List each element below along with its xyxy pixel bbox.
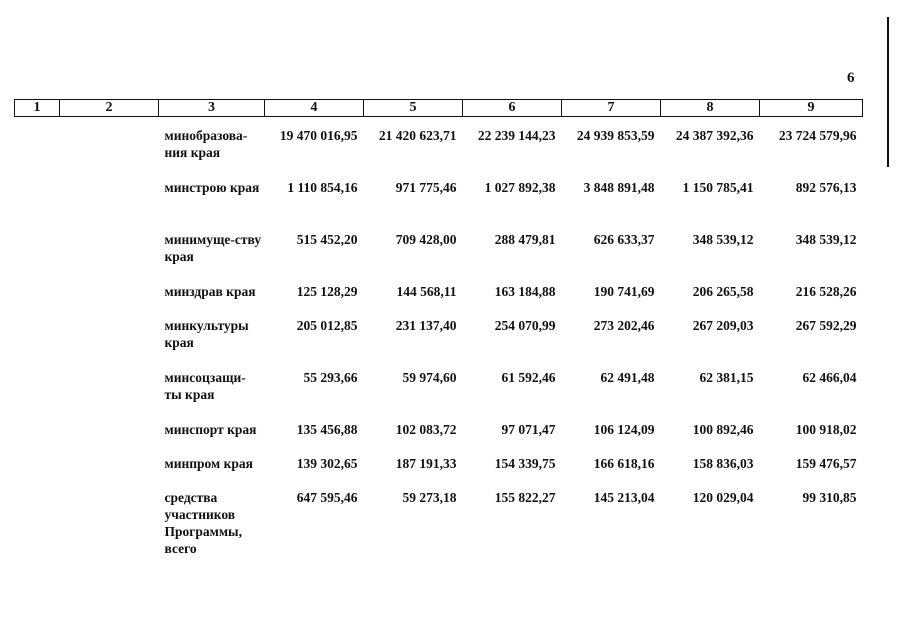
value-cell: 159 476,57 (795, 456, 857, 471)
value-cell: 19 470 016,95 (279, 128, 358, 143)
table-row (15, 311, 863, 363)
value-cell: 61 592,46 (501, 370, 556, 385)
column-header: 1 (15, 100, 60, 117)
value-cell: 709 428,00 (395, 232, 457, 247)
empty-cell (15, 277, 60, 311)
empty-cell (60, 225, 159, 277)
row-label: минпром края (164, 456, 253, 471)
value-cell: 892 576,13 (795, 180, 857, 195)
value-cell: 100 892,46 (692, 422, 754, 437)
empty-cell (60, 449, 159, 483)
empty-cell (15, 225, 60, 277)
value-cell: 1 110 854,16 (287, 180, 358, 195)
value-cell: 99 310,85 (802, 490, 857, 505)
value-cell: 267 592,29 (795, 318, 857, 333)
value-cell: 216 528,26 (795, 284, 857, 299)
value-cell: 267 209,03 (692, 318, 754, 333)
value-cell: 24 387 392,36 (675, 128, 754, 143)
empty-cell (15, 483, 60, 559)
empty-cell (15, 173, 60, 225)
table-row (15, 363, 863, 415)
value-cell: 22 239 144,23 (477, 128, 556, 143)
column-header: 5 (364, 100, 463, 117)
margin-line (887, 17, 889, 167)
empty-cell (15, 415, 60, 449)
header-row (15, 100, 863, 117)
row-label: минспорт края (164, 422, 257, 437)
value-cell: 1 027 892,38 (484, 180, 556, 195)
column-header: 8 (661, 100, 760, 117)
empty-cell (60, 483, 159, 559)
value-cell: 62 381,15 (699, 370, 754, 385)
value-cell: 59 273,18 (402, 490, 457, 505)
value-cell: 21 420 623,71 (378, 128, 457, 143)
value-cell: 273 202,46 (593, 318, 655, 333)
empty-cell (60, 415, 159, 449)
value-cell: 515 452,20 (296, 232, 358, 247)
empty-cell (60, 363, 159, 415)
value-cell: 190 741,69 (593, 284, 655, 299)
empty-cell (15, 363, 60, 415)
row-label: минстрою края (164, 180, 260, 195)
row-label: средства участников Программы, всего (164, 490, 242, 556)
value-cell: 144 568,11 (396, 284, 457, 299)
empty-cell (60, 173, 159, 225)
value-cell: 163 184,88 (494, 284, 556, 299)
table-row (15, 415, 863, 449)
empty-cell (15, 311, 60, 363)
row-label: минимуще-ству края (164, 232, 262, 264)
empty-cell (60, 117, 159, 174)
value-cell: 62 466,04 (802, 370, 857, 385)
value-cell: 348 539,12 (795, 232, 857, 247)
value-cell: 154 339,75 (494, 456, 556, 471)
value-cell: 187 191,33 (395, 456, 457, 471)
page-number: 6 (847, 70, 855, 86)
value-cell: 59 974,60 (402, 370, 457, 385)
value-cell: 23 724 579,96 (778, 128, 857, 143)
table-row (15, 173, 863, 225)
value-cell: 3 848 891,48 (583, 180, 655, 195)
value-cell: 145 213,04 (593, 490, 655, 505)
empty-cell (60, 311, 159, 363)
value-cell: 100 918,02 (795, 422, 857, 437)
value-cell: 24 939 853,59 (576, 128, 655, 143)
column-header: 4 (265, 100, 364, 117)
column-header: 6 (463, 100, 562, 117)
budget-table (14, 99, 863, 559)
value-cell: 155 822,27 (494, 490, 556, 505)
value-cell: 254 070,99 (494, 318, 556, 333)
value-cell: 102 083,72 (395, 422, 457, 437)
value-cell: 120 029,04 (692, 490, 754, 505)
row-label: минобразова-ния края (164, 128, 248, 160)
value-cell: 158 836,03 (692, 456, 754, 471)
column-header: 2 (60, 100, 159, 117)
value-cell: 206 265,58 (692, 284, 754, 299)
row-label: минздрав края (164, 284, 256, 299)
value-cell: 125 128,29 (296, 284, 358, 299)
value-cell: 205 012,85 (296, 318, 358, 333)
table-row (15, 277, 863, 311)
row-label: минкультуры края (164, 318, 249, 350)
value-cell: 626 633,37 (593, 232, 655, 247)
table-row (15, 117, 863, 174)
value-cell: 139 302,65 (296, 456, 358, 471)
row-label: минсоцзащи-ты края (164, 370, 246, 402)
empty-cell (15, 117, 60, 174)
table-row (15, 225, 863, 277)
value-cell: 55 293,66 (303, 370, 358, 385)
value-cell: 97 071,47 (501, 422, 556, 437)
value-cell: 647 595,46 (296, 490, 358, 505)
value-cell: 62 491,48 (600, 370, 655, 385)
table-row (15, 483, 863, 559)
value-cell: 106 124,09 (593, 422, 655, 437)
value-cell: 971 775,46 (395, 180, 457, 195)
value-cell: 135 456,88 (296, 422, 358, 437)
column-header: 3 (159, 100, 265, 117)
empty-cell (60, 277, 159, 311)
value-cell: 231 137,40 (395, 318, 457, 333)
value-cell: 288 479,81 (494, 232, 556, 247)
empty-cell (15, 449, 60, 483)
column-header: 9 (760, 100, 863, 117)
value-cell: 166 618,16 (593, 456, 655, 471)
value-cell: 348 539,12 (692, 232, 754, 247)
column-header: 7 (562, 100, 661, 117)
table-row (15, 449, 863, 483)
value-cell: 1 150 785,41 (682, 180, 754, 195)
